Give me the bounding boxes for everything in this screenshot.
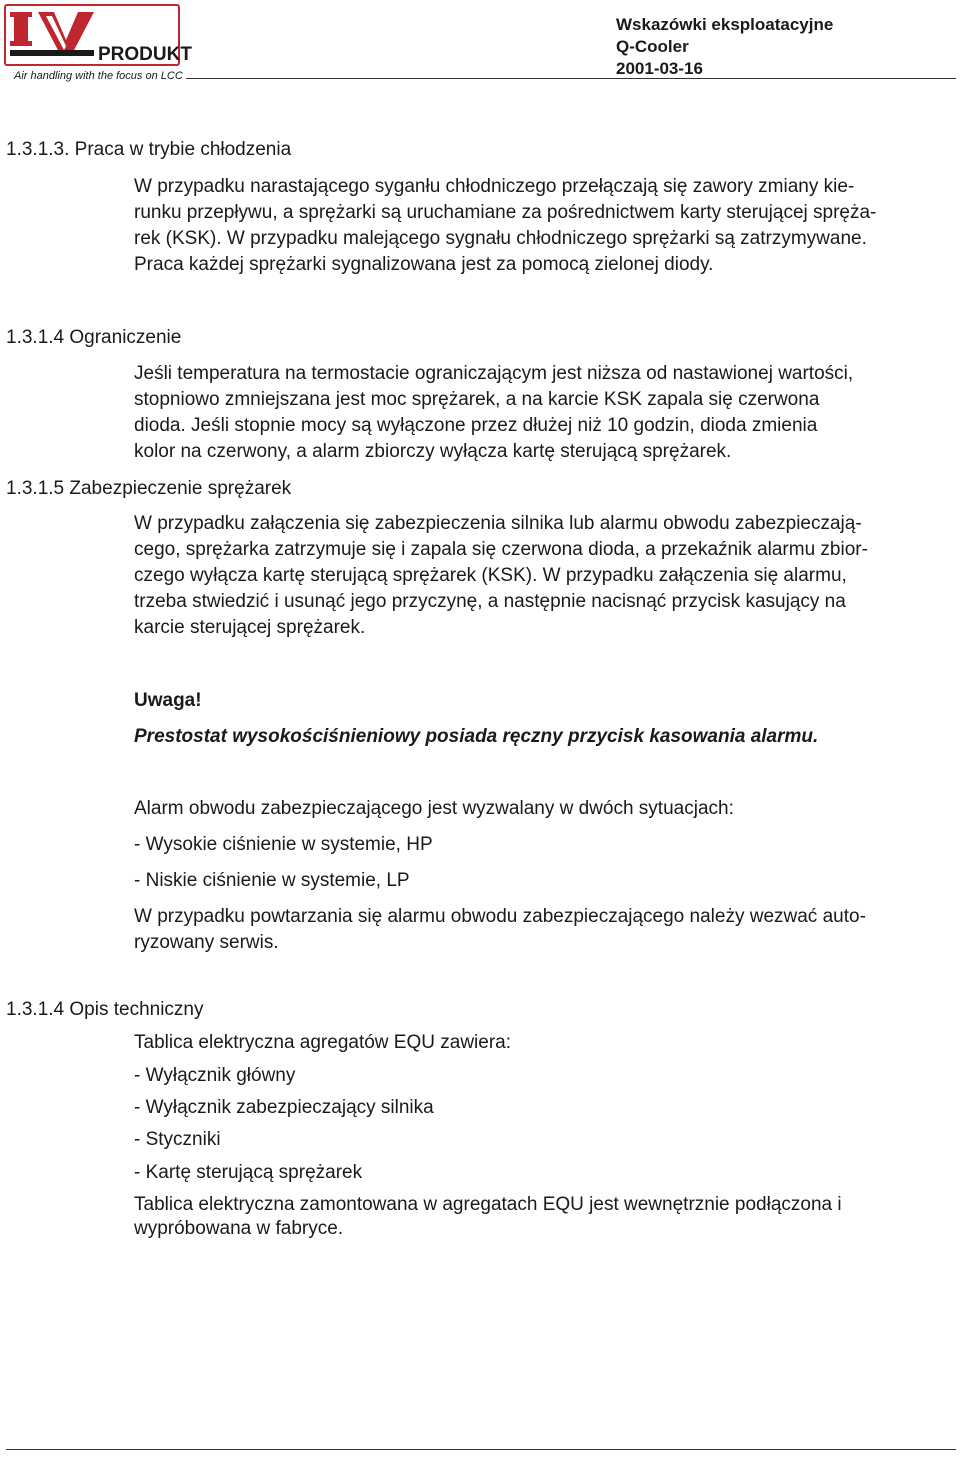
paragraph-line: W przypadku powtarzania się alarmu obwodu zabezpieczającego należy wezwać auto-	[134, 906, 866, 927]
paragraph	[134, 1193, 956, 1241]
header-info	[616, 14, 833, 80]
section-heading: 1.3.1.5 Zabezpieczenie sprężarek	[6, 478, 292, 499]
paragraph	[134, 174, 956, 278]
paragraph-line: kolor na czerwony, a alarm zbiorczy wyłącza kartę sterującą sprężarek.	[134, 441, 732, 462]
paragraph-line: ryzowany serwis.	[134, 932, 279, 953]
paragraph	[134, 904, 956, 956]
paragraph-line: karcie sterującej sprężarek.	[134, 617, 366, 638]
logo-tagline: Air handling with the focus on LCC	[14, 70, 183, 82]
paragraph-line: stopniowo zmniejszana jest moc sprężarek, a na karcie KSK zapala się czerwona	[134, 389, 820, 410]
section-heading: 1.3.1.4 Ograniczenie	[6, 327, 182, 348]
paragraph-line: trzeba stwiedzić i usunąć jego przyczynę, a następnie nacisnąć przycisk kasujący na	[134, 591, 846, 612]
product-name: Q-Cooler	[616, 37, 689, 56]
paragraph-line: W przypadku załączenia się zabezpieczenia silnika lub alarmu obwodu zabezpieczają-	[134, 513, 862, 534]
paragraph-line: rek (KSK). W przypadku malejącego sygnału chłodniczego sprężarki są zatrzymywane.	[134, 228, 867, 249]
paragraph	[134, 361, 956, 465]
list-intro: Tablica elektryczna agregatów EQU zawiera:	[134, 1032, 512, 1053]
list-item: - Niskie ciśnienie w systemie, LP	[134, 870, 410, 891]
paragraph	[134, 511, 956, 641]
note-title: Uwaga!	[134, 690, 202, 711]
paragraph-line: Praca każdej sprężarki sygnalizowana jest za pomocą zielonej diody.	[134, 254, 714, 275]
list-item: - Kartę sterującą sprężarek	[134, 1162, 363, 1183]
paragraph-line: Jeśli temperatura na termostacie ograniczającym jest niższa od nastawionej wartości,	[134, 363, 854, 384]
section-heading: 1.3.1.4 Opis techniczny	[6, 999, 204, 1020]
company-logo	[4, 4, 192, 66]
section-heading: 1.3.1.3. Praca w trybie chłodzenia	[6, 139, 292, 160]
paragraph-line: wypróbowana w fabryce.	[134, 1218, 344, 1239]
footer-divider	[6, 1449, 956, 1450]
logo-name: PRODUKT	[98, 44, 192, 65]
list-item: - Wysokie ciśnienie w systemie, HP	[134, 834, 433, 855]
paragraph-line: runku przepływu, a sprężarki są uruchamiane za pośrednictwem karty sterującej spręża-	[134, 202, 877, 223]
paragraph-line: Tablica elektryczna zamontowana w agregatach EQU jest wewnętrznie podłączona i	[134, 1194, 842, 1215]
paragraph-line: cego, sprężarka zatrzymuje się i zapala się czerwona dioda, a przekaźnik alarmu zbior-	[134, 539, 868, 560]
doc-title: Wskazówki eksploatacyjne	[616, 15, 834, 34]
doc-date: 2001-03-16	[616, 59, 703, 78]
paragraph-line: W przypadku narastającego syganłu chłodniczego przełączają się zawory zmiany kie-	[134, 176, 855, 197]
paragraph-line: czego wyłącza kartę sterującą sprężarek (KSK). W przypadku załączenia się alarmu,	[134, 565, 847, 586]
paragraph-line: dioda. Jeśli stopnie mocy są wyłączone przez dłużej niż 10 godzin, dioda zmienia	[134, 415, 818, 436]
list-item: - Wyłącznik zabezpieczający silnika	[134, 1097, 434, 1118]
header-divider	[186, 78, 956, 79]
note-text: Prestostat wysokościśnieniowy posiada ręczny przycisk kasowania alarmu.	[134, 726, 819, 747]
list-item: - Wyłącznik główny	[134, 1065, 296, 1086]
alarm-intro: Alarm obwodu zabezpieczającego jest wyzwalany w dwóch sytuacjach:	[134, 798, 734, 819]
list-item: - Styczniki	[134, 1129, 221, 1150]
